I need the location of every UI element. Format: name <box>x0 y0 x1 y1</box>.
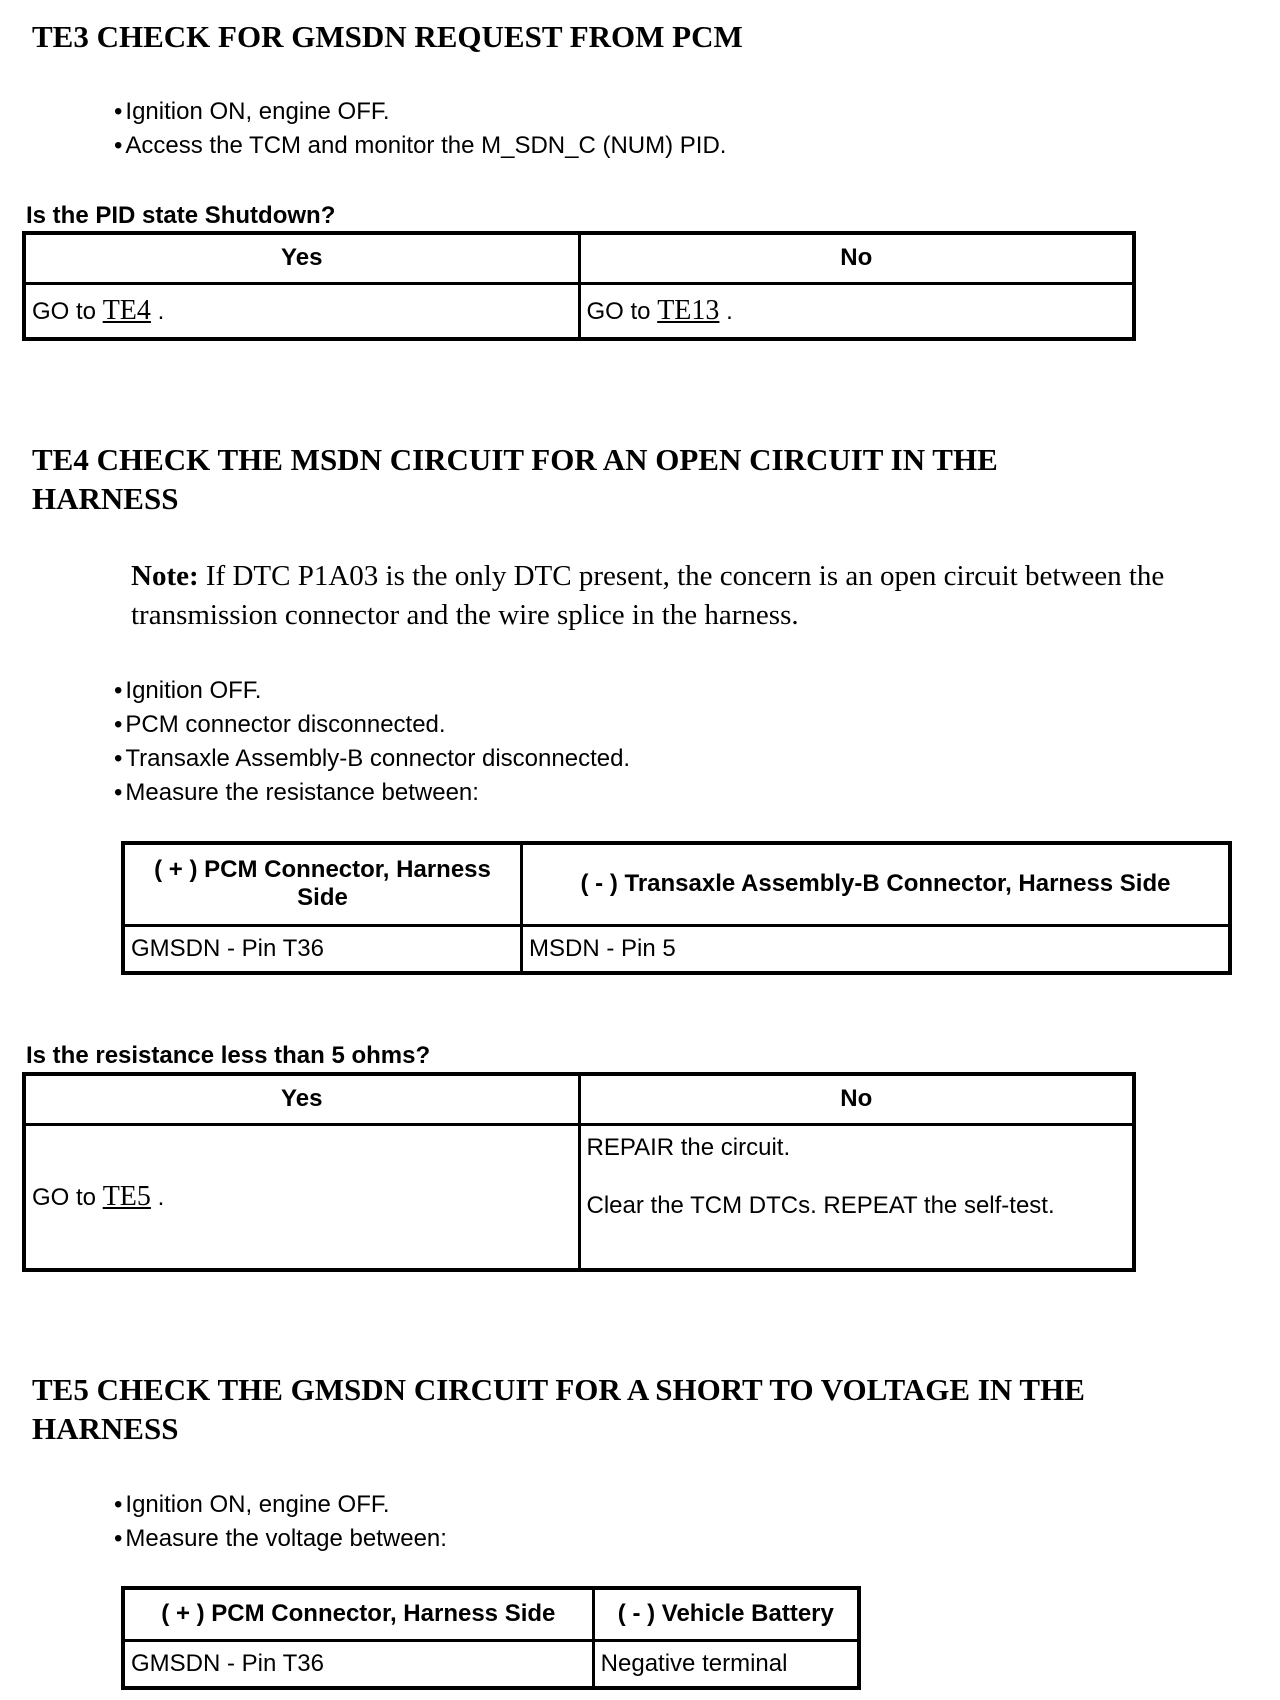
te4-heading-line2: HARNESS <box>32 481 179 516</box>
te3-bullet: • Access the TCM and monitor the M_SDN_C (NUM) PID. <box>114 129 726 163</box>
te4-question: Is the resistance less than 5 ohms? <box>26 1042 431 1069</box>
te3-bullet: • Ignition ON, engine OFF. <box>114 95 390 129</box>
clear-dtc-text: Clear the TCM DTCs. REPEAT the self-test. <box>586 1191 1055 1219</box>
te5-bullet: • Measure the voltage between: <box>114 1522 447 1556</box>
no-cell <box>579 1124 1134 1270</box>
te4-bullet: • PCM connector disconnected. <box>114 708 446 742</box>
negative-value: MSDN - Pin 5 <box>522 925 1230 973</box>
link-te4[interactable]: TE4 <box>102 294 151 326</box>
te4-heading-line1: TE4 CHECK THE MSDN CIRCUIT FOR AN OPEN CIRCUIT IN THE <box>32 442 998 477</box>
period: . <box>157 297 165 325</box>
no-header: No <box>579 233 1134 283</box>
te5-measure-table <box>121 1586 861 1690</box>
go-to-text: GO to <box>32 1183 97 1211</box>
yes-cell <box>24 1124 579 1270</box>
te4-bullet: • Ignition OFF. <box>114 674 261 708</box>
positive-header: ( + ) PCM Connector, Harness Side <box>123 1588 593 1640</box>
te3-heading: TE3 CHECK FOR GMSDN REQUEST FROM PCM <box>32 19 743 54</box>
note-text: If DTC P1A03 is the only DTC present, the concern is an open circuit between the transmission connector and the wire splice in the harness. <box>131 560 1165 631</box>
te3-question: Is the PID state Shutdown? <box>26 202 336 229</box>
negative-value: Negative terminal <box>593 1640 859 1688</box>
positive-header: ( + ) PCM Connector, Harness Side <box>123 843 522 925</box>
period: . <box>157 1183 165 1211</box>
te3-result-table <box>22 231 1136 341</box>
link-te5[interactable]: TE5 <box>102 1180 151 1212</box>
note-label: Note: <box>131 560 199 592</box>
go-to-text: GO to <box>32 297 97 325</box>
te4-note <box>131 557 1211 635</box>
repair-text: REPAIR the circuit. <box>586 1133 791 1161</box>
go-to-text: GO to <box>586 297 651 325</box>
yes-cell <box>24 283 579 339</box>
yes-header: Yes <box>24 233 579 283</box>
te4-measure-table <box>121 841 1232 975</box>
period: . <box>726 297 733 325</box>
link-te13[interactable]: TE13 <box>657 294 720 326</box>
no-cell <box>579 283 1134 339</box>
positive-value: GMSDN - Pin T36 <box>123 1640 593 1688</box>
no-header: No <box>579 1074 1134 1124</box>
te5-bullet: • Ignition ON, engine OFF. <box>114 1488 390 1522</box>
te4-bullet: • Measure the resistance between: <box>114 776 479 810</box>
negative-header: ( - ) Transaxle Assembly-B Connector, Harness Side <box>522 843 1230 925</box>
te5-heading-line1: TE5 CHECK THE GMSDN CIRCUIT FOR A SHORT TO VOLTAGE IN THE <box>32 1372 1085 1407</box>
te4-bullet: • Transaxle Assembly-B connector disconnected. <box>114 742 630 776</box>
negative-header: ( - ) Vehicle Battery <box>593 1588 859 1640</box>
yes-header: Yes <box>24 1074 579 1124</box>
positive-value: GMSDN - Pin T36 <box>123 925 522 973</box>
te5-heading-line2: HARNESS <box>32 1411 179 1446</box>
te4-result-table <box>22 1072 1136 1272</box>
